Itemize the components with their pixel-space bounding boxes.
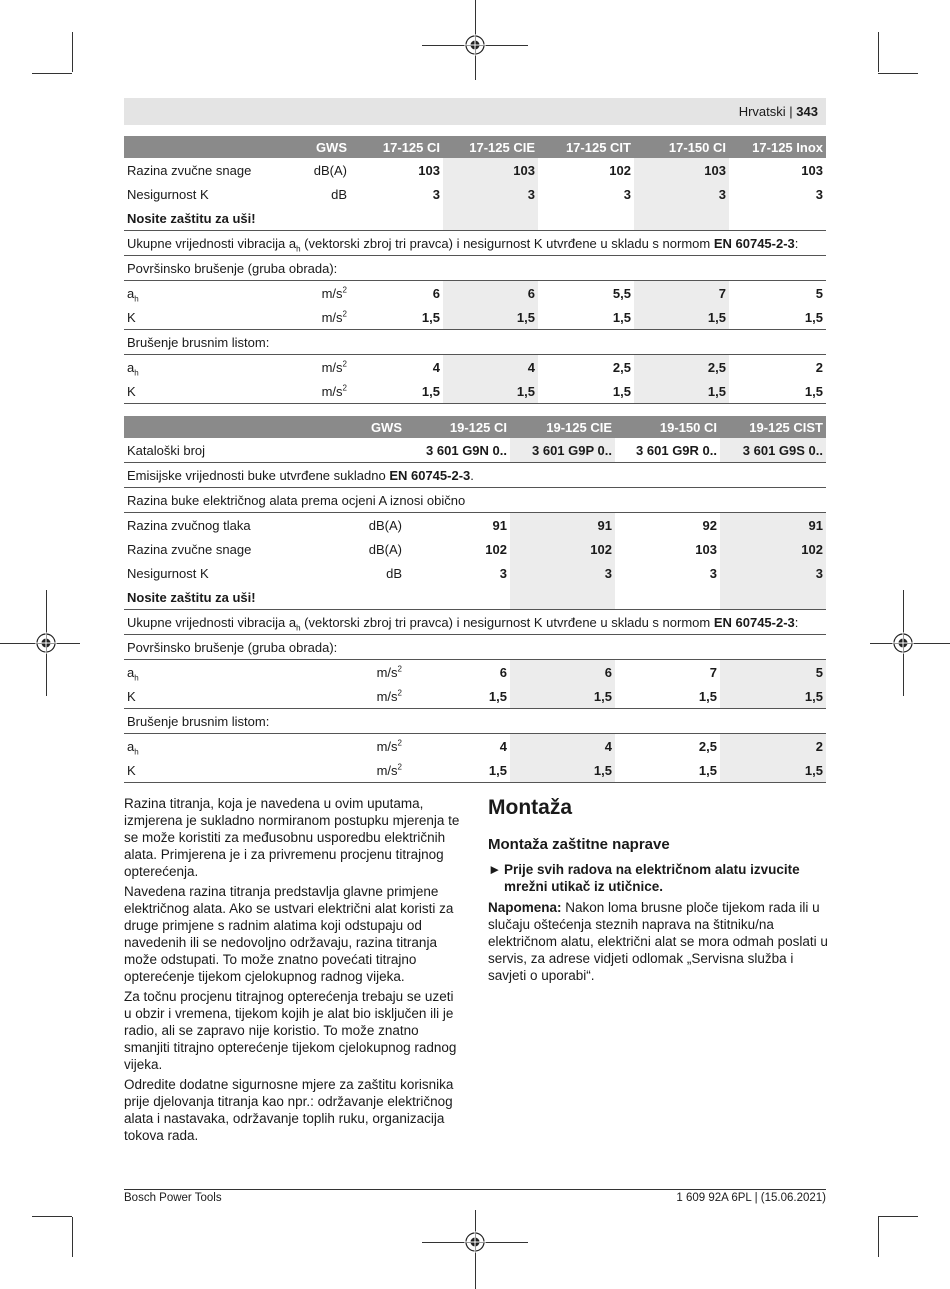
cell-value: 1,5 xyxy=(698,688,717,704)
table-row xyxy=(124,158,826,182)
row-unit xyxy=(304,379,350,404)
unit-text: m/s xyxy=(376,664,398,680)
section-title: Montaža xyxy=(488,796,572,819)
table-row xyxy=(124,379,826,404)
cell-value: 3 601 G9S 0.. xyxy=(720,438,826,463)
header-separator: | xyxy=(789,104,793,119)
cell-value: 3 xyxy=(499,565,507,581)
subscript: h xyxy=(134,747,139,757)
vibration-notes-column xyxy=(124,795,462,1147)
table-header-row xyxy=(124,416,826,438)
row-label xyxy=(124,281,304,306)
table-row xyxy=(124,330,826,355)
row-label: Razina zvučne snage xyxy=(127,162,252,178)
cell-value: 4 xyxy=(443,355,538,380)
superscript: 2 xyxy=(397,738,402,748)
cell-value: 103 xyxy=(634,158,729,182)
row-unit xyxy=(359,684,405,709)
superscript: 2 xyxy=(342,359,347,369)
header-cell: 19-125 CI xyxy=(405,416,510,438)
cell-value: 102 xyxy=(510,537,615,561)
warning-bullet xyxy=(488,861,828,895)
subscript: h xyxy=(296,623,301,633)
header-cell: 19-125 CIE xyxy=(510,416,615,438)
vibration-intro-text: : xyxy=(794,614,799,630)
header-cell: 17-125 Inox xyxy=(729,136,826,158)
paragraph: Razina titranja, koja je navedena u ovim uputama, izmjerena je sukladno normiranom postupku mjerenja te se može koristiti za međusobnu usporedbu električnih alata. Primjerena je i za privremenu procjenu titrajnog opterećenja. xyxy=(124,796,460,879)
assembly-column xyxy=(488,861,828,987)
cell-value: 1,5 xyxy=(350,379,443,404)
row-unit xyxy=(359,758,405,783)
note-paragraph xyxy=(488,899,828,984)
noise-intro-text: . xyxy=(470,467,474,483)
cell-value: 4 xyxy=(499,738,507,754)
cell-value: 102 xyxy=(720,537,826,561)
row-unit: dB(A) xyxy=(368,541,402,557)
crop-mark xyxy=(878,1217,879,1257)
crop-mark xyxy=(878,1216,918,1217)
superscript: 2 xyxy=(342,285,347,295)
section-label: Površinsko brušenje (gruba obrada): xyxy=(124,256,826,281)
crop-mark xyxy=(878,73,918,74)
row-label: Kataloški broj xyxy=(124,438,405,463)
table-row xyxy=(124,585,826,610)
norm-reference: EN 60745-2-3 xyxy=(389,467,471,483)
row-unit: dB xyxy=(331,186,347,202)
crop-mark xyxy=(32,1216,72,1217)
vibration-intro-text: (vektorski zbroj tri pravca) i nesigurnost K utvrđene u skladu s normom xyxy=(300,614,714,630)
cell-value: 92 xyxy=(702,517,717,533)
cell-value: 1,5 xyxy=(612,309,631,325)
header-text xyxy=(739,104,818,119)
registration-mark-icon xyxy=(464,34,486,56)
table-row xyxy=(124,758,826,783)
unit-text: m/s xyxy=(321,285,343,301)
table-row xyxy=(124,734,826,759)
empty-cell xyxy=(615,585,720,610)
row-label: K xyxy=(124,379,304,404)
section-label: Brušenje brusnim listom: xyxy=(124,330,826,355)
registration-mark-icon xyxy=(464,1231,486,1253)
cell-value: 3 xyxy=(815,186,823,202)
empty-cell xyxy=(510,585,615,610)
table-row xyxy=(124,610,826,635)
subscript: h xyxy=(134,368,139,378)
paragraph: Odredite dodatne sigurnosne mjere za zaštitu korisnika prije djelovanja titranja kao npr.: održavanje električnog alata i nastavaka, održavanje toplih ruku, organizacija tokova rada. xyxy=(124,1077,454,1143)
header-cell: 17-125 CI xyxy=(350,136,443,158)
cell-value: 1,5 xyxy=(488,688,507,704)
cell-value: 2 xyxy=(720,734,826,759)
cell-value: 3 601 G9R 0.. xyxy=(615,438,720,463)
cell-value: 6 xyxy=(510,660,615,685)
empty-cell xyxy=(729,206,826,231)
subscript: h xyxy=(296,244,301,254)
footer-doc-number: 1 609 92A 6PL | (15.06.2021) xyxy=(676,1192,826,1204)
unit-text: m/s xyxy=(321,359,343,375)
cell-value: 4 xyxy=(432,359,440,375)
unit-text: m/s xyxy=(376,762,398,778)
cell-value: 3 xyxy=(443,182,538,206)
cell-value: 2,5 xyxy=(634,355,729,380)
header-language: Hrvatski xyxy=(738,104,786,119)
cell-value: 1,5 xyxy=(804,309,823,325)
superscript: 2 xyxy=(397,688,402,698)
cell-value: 3 xyxy=(634,182,729,206)
cell-value: 102 xyxy=(609,162,631,178)
empty-cell xyxy=(405,585,510,610)
unit-text: m/s xyxy=(376,688,398,704)
header-cell: GWS xyxy=(304,136,350,158)
empty-cell xyxy=(634,206,729,231)
cell-value: 7 xyxy=(634,281,729,306)
crop-mark xyxy=(72,1217,73,1257)
registration-mark-icon xyxy=(892,632,914,654)
cell-value: 1,5 xyxy=(720,684,826,709)
ah-symbol: a xyxy=(127,359,135,375)
cell-value: 6 xyxy=(499,664,507,680)
cell-value: 1,5 xyxy=(634,379,729,404)
table-row xyxy=(124,635,826,660)
subscript: h xyxy=(134,294,139,304)
cell-value: 1,5 xyxy=(421,309,440,325)
cell-value: 5 xyxy=(815,285,823,301)
section-label: Brušenje brusnim listom: xyxy=(124,709,826,734)
unit-text: m/s xyxy=(321,383,343,399)
header-cell: 17-125 CIE xyxy=(443,136,538,158)
paragraph: Navedena razina titranja predstavlja glavne primjene električnog alata. Ako se ustvari električni alat koristi za druge primjene s radnim alatima koji odstupaju od navedenih ili se nedovoljno održavaju, razina titranja može odstupati. To može znatno povećati titrajno opterećenje tijekom cjelokupnog radnog vijeka. xyxy=(124,884,454,984)
cell-value: 91 xyxy=(510,513,615,538)
cell-value: 1,5 xyxy=(510,684,615,709)
cell-value: 6 xyxy=(443,281,538,306)
cell-value: 1,5 xyxy=(615,758,720,783)
cell-value: 7 xyxy=(709,664,717,680)
table-row xyxy=(124,488,826,513)
row-label xyxy=(124,355,304,380)
crop-mark xyxy=(72,32,73,72)
registration-mark-icon xyxy=(35,632,57,654)
cell-value: 3 601 G9P 0.. xyxy=(510,438,615,463)
table-row xyxy=(124,561,826,585)
cell-value: 3 xyxy=(709,565,717,581)
header-cell-empty xyxy=(124,136,304,158)
cell-value: 3 601 G9N 0.. xyxy=(405,438,510,463)
row-label: K xyxy=(124,758,359,783)
row-unit xyxy=(304,305,350,330)
noise-intro xyxy=(124,463,826,488)
row-label: K xyxy=(127,688,136,704)
cell-value: 1,5 xyxy=(720,758,826,783)
table-row xyxy=(124,709,826,734)
vibration-intro-text: : xyxy=(794,235,799,251)
table-row xyxy=(124,355,826,380)
cell-value: 1,5 xyxy=(510,758,615,783)
section-label: Razina buke električnog alata prema ocjeni A iznosi obično xyxy=(124,488,826,513)
cell-value: 5 xyxy=(720,660,826,685)
subsection-title: Montaža zaštitne naprave xyxy=(488,836,670,853)
cell-value: 1,5 xyxy=(443,305,538,330)
bullet-text: Prije svih radova na električnom alatu izvucite mrežni utikač iz utičnice. xyxy=(504,862,800,894)
header-cell: 17-125 CIT xyxy=(538,136,634,158)
vibration-intro-text: Ukupne vrijednosti vibracija a xyxy=(127,235,297,251)
row-unit: dB(A) xyxy=(368,517,402,533)
cell-value: 102 xyxy=(485,541,507,557)
row-label: Nesigurnost K xyxy=(127,565,209,581)
row-label: Razina zvučne snage xyxy=(127,541,252,557)
vibration-intro-text: Ukupne vrijednosti vibracija a xyxy=(127,614,297,630)
row-unit xyxy=(359,660,405,685)
page-number: 343 xyxy=(796,104,818,119)
ear-protection-note: Nosite zaštitu za uši! xyxy=(127,589,256,605)
cell-value: 91 xyxy=(492,517,507,533)
header-cell: 17-150 CI xyxy=(634,136,729,158)
header-cell: GWS xyxy=(359,416,405,438)
noise-intro-text: Emisijske vrijednosti buke utvrđene sukladno xyxy=(127,467,390,483)
crop-mark xyxy=(878,32,879,72)
norm-reference: EN 60745-2-3 xyxy=(713,235,795,251)
unit-text: m/s xyxy=(321,309,343,325)
cell-value: 3 xyxy=(510,561,615,585)
table-header-row xyxy=(124,136,826,158)
row-label xyxy=(124,734,359,759)
section-label: Površinsko brušenje (gruba obrada): xyxy=(124,635,826,660)
page-header xyxy=(124,98,826,125)
cell-value: 91 xyxy=(720,513,826,538)
superscript: 2 xyxy=(342,309,347,319)
row-label: K xyxy=(127,309,136,325)
note-text: Nakon loma brusne ploče tijekom rada ili u slučaju oštećenja steznih naprava na štitniku/na električnom alatu, električni alat se mora odmah poslati u servis, za adrese vidjeti odlomak „Servisna služba i savjeti o uporabi“. xyxy=(488,900,828,983)
unit-text: m/s xyxy=(376,738,398,754)
ah-symbol: a xyxy=(127,738,135,754)
row-unit: dB(A) xyxy=(313,162,347,178)
table-row xyxy=(124,513,826,538)
cell-value: 2,5 xyxy=(612,359,631,375)
row-label xyxy=(124,660,359,685)
cell-value: 3 xyxy=(623,186,631,202)
footer-brand: Bosch Power Tools xyxy=(124,1192,222,1204)
table-row xyxy=(124,281,826,306)
cell-value: 103 xyxy=(801,162,823,178)
bullet-arrow-icon: ► xyxy=(488,862,502,877)
header-cell: 19-150 CI xyxy=(615,416,720,438)
empty-cell xyxy=(443,206,538,231)
superscript: 2 xyxy=(397,762,402,772)
cell-value: 1,5 xyxy=(405,758,510,783)
superscript: 2 xyxy=(397,664,402,674)
cell-value: 1,5 xyxy=(443,379,538,404)
row-unit: dB xyxy=(386,565,402,581)
table-row xyxy=(124,256,826,281)
norm-reference: EN 60745-2-3 xyxy=(713,614,795,630)
table-row xyxy=(124,463,826,488)
note-label: Napomena: xyxy=(488,900,562,915)
cell-value: 4 xyxy=(510,734,615,759)
cell-value: 2,5 xyxy=(698,738,717,754)
spec-table-19 xyxy=(124,416,826,783)
table-row xyxy=(124,231,826,256)
empty-cell xyxy=(350,206,443,231)
vibration-intro xyxy=(124,231,826,256)
vibration-intro xyxy=(124,610,826,635)
table-row xyxy=(124,660,826,685)
cell-value: 103 xyxy=(418,162,440,178)
row-unit xyxy=(304,355,350,380)
header-cell: 19-125 CIST xyxy=(720,416,826,438)
empty-cell xyxy=(720,585,826,610)
cell-value: 103 xyxy=(695,541,717,557)
vibration-intro-text: (vektorski zbroj tri pravca) i nesigurnost K utvrđene u skladu s normom xyxy=(300,235,714,251)
paragraph: Za točnu procjenu titrajnog opterećenja trebaju se uzeti u obzir i vremena, tijekom kojih je alat bio isključen ili je radio, ali se zapravo nije koristio. To može znatno smanjiti titrajno opterećenje tijekom cjelokupnog radnog vijeka. xyxy=(124,989,457,1072)
ah-symbol: a xyxy=(127,664,135,680)
cell-value: 103 xyxy=(443,158,538,182)
cell-value: 1,5 xyxy=(729,379,826,404)
row-label: Razina zvučnog tlaka xyxy=(127,517,251,533)
cell-value: 2 xyxy=(815,359,823,375)
table-row xyxy=(124,438,826,463)
table-row xyxy=(124,182,826,206)
cell-value: 5,5 xyxy=(612,285,631,301)
cell-value: 3 xyxy=(720,561,826,585)
cell-value: 1,5 xyxy=(634,305,729,330)
row-unit xyxy=(359,734,405,759)
header-cell-empty xyxy=(124,416,359,438)
table-row xyxy=(124,537,826,561)
table-row xyxy=(124,684,826,709)
ah-symbol: a xyxy=(127,285,135,301)
crop-mark xyxy=(32,73,72,74)
cell-value: 6 xyxy=(432,285,440,301)
footer-rule xyxy=(124,1189,826,1190)
subscript: h xyxy=(134,673,139,683)
row-label: Nesigurnost K xyxy=(127,186,209,202)
table-row xyxy=(124,305,826,330)
cell-value: 1,5 xyxy=(538,379,634,404)
cell-value: 3 xyxy=(432,186,440,202)
superscript: 2 xyxy=(342,383,347,393)
spec-table-17 xyxy=(124,136,826,404)
ear-protection-note: Nosite zaštitu za uši! xyxy=(127,210,256,226)
row-unit xyxy=(304,281,350,306)
empty-cell xyxy=(538,206,634,231)
table-row xyxy=(124,206,826,231)
